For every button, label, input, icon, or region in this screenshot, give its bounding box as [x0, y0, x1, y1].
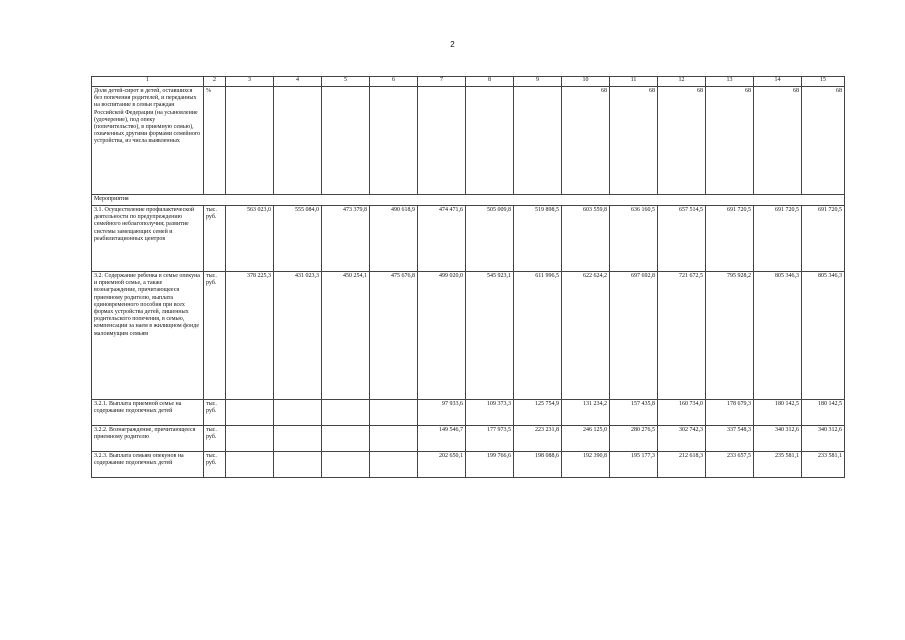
value-cell: 246 125,0 [562, 426, 610, 452]
value-cell [274, 452, 322, 478]
value-cell: 223 231,8 [514, 426, 562, 452]
value-cell: 235 581,1 [754, 452, 802, 478]
header-cell: 3 [226, 77, 274, 87]
value-cell: 795 928,2 [706, 272, 754, 400]
value-cell: 302 742,3 [658, 426, 706, 452]
row-unit: тыс. руб. [204, 272, 226, 400]
value-cell: 475 676,8 [370, 272, 418, 400]
value-cell: 125 754,9 [514, 400, 562, 426]
value-cell [322, 452, 370, 478]
value-cell: 545 923,1 [466, 272, 514, 400]
row-label: 3.2.1. Выплата приемной семье на содержание подопечных детей [92, 400, 204, 426]
row-unit: % [204, 87, 226, 195]
row-label: 3.1. Осуществление профилактической деятельности по предупреждению семейного неблагополучия; развитие системы замещающих семей и реабилитационных центров [92, 206, 204, 272]
value-cell [514, 87, 562, 195]
value-cell: 505 009,8 [466, 206, 514, 272]
value-cell: 180 142,5 [754, 400, 802, 426]
value-cell: 805 346,3 [754, 272, 802, 400]
value-cell: 563 023,0 [226, 206, 274, 272]
row-label: 3.2. Содержание ребенка в семье опекуна и приемной семье, а также вознаграждение, причитающееся приемному родителю, выплата единовременного пособия при всех формах устройства детей, лишенных родительского попечения, в семью, компенсации за наем в жилищном фонде малоимущим семьям [92, 272, 204, 400]
value-cell [322, 400, 370, 426]
row-label: Доля детей-сирот и детей, оставшихся без попечения родителей, и переданных на воспитание в семьи граждан Российской Федерации (на усыновление (удочерение), под опеку (попечительство), в приемную семью), охваченных другими формами семейного устройства, из числа выявленных [92, 87, 204, 195]
value-cell: 131 234,2 [562, 400, 610, 426]
value-cell: 378 225,3 [226, 272, 274, 400]
value-cell: 233 581,1 [802, 452, 845, 478]
value-cell: 97 933,6 [418, 400, 466, 426]
value-cell [370, 452, 418, 478]
value-cell: 68 [706, 87, 754, 195]
value-cell: 68 [754, 87, 802, 195]
value-cell: 340 312,6 [754, 426, 802, 452]
header-cell: 13 [706, 77, 754, 87]
value-cell [370, 400, 418, 426]
row-unit: тыс. руб. [204, 400, 226, 426]
value-cell: 68 [610, 87, 658, 195]
header-cell: 12 [658, 77, 706, 87]
section-row [92, 195, 845, 206]
data-table [91, 76, 845, 478]
value-cell: 109 373,3 [466, 400, 514, 426]
page-number: 2 [450, 40, 455, 49]
value-cell: 490 618,9 [370, 206, 418, 272]
value-cell: 337 548,3 [706, 426, 754, 452]
table-row [92, 272, 845, 400]
value-cell: 805 346,3 [802, 272, 845, 400]
value-cell [370, 426, 418, 452]
value-cell [226, 452, 274, 478]
value-cell: 178 679,3 [706, 400, 754, 426]
value-cell [418, 87, 466, 195]
header-cell: 7 [418, 77, 466, 87]
header-cell: 9 [514, 77, 562, 87]
value-cell: 340 312,6 [802, 426, 845, 452]
value-cell: 721 672,5 [658, 272, 706, 400]
row-unit: тыс. руб. [204, 206, 226, 272]
value-cell [322, 426, 370, 452]
row-unit: тыс. руб. [204, 426, 226, 452]
value-cell [274, 87, 322, 195]
value-cell: 212 618,3 [658, 452, 706, 478]
value-cell: 519 898,5 [514, 206, 562, 272]
table-row [92, 87, 845, 195]
row-label: 3.2.3. Выплата семьям опекунов на содержание подопечных детей [92, 452, 204, 478]
table-row [92, 206, 845, 272]
value-cell: 198 088,6 [514, 452, 562, 478]
value-cell: 199 766,6 [466, 452, 514, 478]
value-cell: 280 276,5 [610, 426, 658, 452]
value-cell: 555 084,0 [274, 206, 322, 272]
value-cell: 233 657,5 [706, 452, 754, 478]
value-cell: 473 379,8 [322, 206, 370, 272]
value-cell: 691 720,5 [706, 206, 754, 272]
value-cell [274, 426, 322, 452]
header-cell: 8 [466, 77, 514, 87]
header-row [92, 77, 845, 87]
value-cell: 691 720,5 [754, 206, 802, 272]
value-cell: 68 [802, 87, 845, 195]
value-cell: 636 160,5 [610, 206, 658, 272]
value-cell: 691 720,5 [802, 206, 845, 272]
value-cell: 657 514,5 [658, 206, 706, 272]
header-cell: 5 [322, 77, 370, 87]
table-row [92, 452, 845, 478]
header-cell: 6 [370, 77, 418, 87]
section-title: Мероприятия [92, 195, 845, 206]
value-cell [370, 87, 418, 195]
header-cell: 11 [610, 77, 658, 87]
table-row [92, 426, 845, 452]
value-cell: 68 [658, 87, 706, 195]
value-cell: 450 254,1 [322, 272, 370, 400]
value-cell: 603 559,8 [562, 206, 610, 272]
value-cell [322, 87, 370, 195]
value-cell: 180 142,5 [802, 400, 845, 426]
value-cell [226, 426, 274, 452]
value-cell: 202 650,1 [418, 452, 466, 478]
value-cell: 157 435,8 [610, 400, 658, 426]
header-cell: 4 [274, 77, 322, 87]
value-cell: 68 [562, 87, 610, 195]
value-cell: 611 996,5 [514, 272, 562, 400]
value-cell: 149 546,7 [418, 426, 466, 452]
table-row [92, 400, 845, 426]
value-cell: 697 692,8 [610, 272, 658, 400]
row-label: 3.2.2. Вознаграждение, причитающееся приемному родителю [92, 426, 204, 452]
value-cell: 622 624,2 [562, 272, 610, 400]
value-cell: 177 973,5 [466, 426, 514, 452]
value-cell [226, 400, 274, 426]
header-cell: 2 [204, 77, 226, 87]
row-unit: тыс. руб. [204, 452, 226, 478]
header-cell: 15 [802, 77, 845, 87]
value-cell: 192 390,8 [562, 452, 610, 478]
value-cell: 474 471,6 [418, 206, 466, 272]
value-cell: 431 023,3 [274, 272, 322, 400]
header-cell: 10 [562, 77, 610, 87]
value-cell: 160 734,0 [658, 400, 706, 426]
value-cell [466, 87, 514, 195]
value-cell [274, 400, 322, 426]
value-cell: 499 020,0 [418, 272, 466, 400]
value-cell: 195 177,3 [610, 452, 658, 478]
header-cell: 14 [754, 77, 802, 87]
value-cell [226, 87, 274, 195]
header-cell: 1 [92, 77, 204, 87]
